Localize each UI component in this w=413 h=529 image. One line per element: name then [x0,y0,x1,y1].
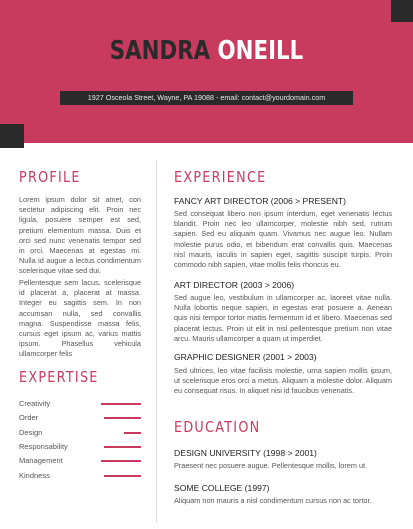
education-title: SOME COLLEGE (1997) [174,483,270,493]
experience-heading: EXPERIENCE [174,168,267,186]
expertise-heading: EXPERTISE [19,368,99,386]
skill-level-bar [104,446,142,448]
skill-label: Creativity [19,399,51,408]
education-description: Praesent nec posuere augue. Pellentesque mollis, lorem ut. [174,461,368,470]
first-name: SANDRA [109,36,211,66]
profile-paragraph-2: Pellentesque sem lacus, scelerisque id placerat a, placerat at massa. Integer eu sagittis sem. In non accumsan nulla, sed convallis magna. Suspendisse massa felis, cursus eget ipsum ac, varius mattis ipsum. Phasellus vehicula ullamcorper felis [19,278,141,359]
profile-paragraph-1: Lorem ipsum dolor sit amet, con sectetur adipiscing elit. Proin nec ligula, posuere semper est sed, pretium elementum massa. Duis et orci sed nunc venenatis tempor sed in orci. Maecenas at egestas mi. Nulla id augue a lectus condimentum scelerisque vitae sed dui. [19,195,141,276]
contact-bar: 1927 Osceola Street, Wayne, PA 19088 - email: contact@yourdomain.com [60,91,353,105]
education-heading: EDUCATION [174,418,261,436]
skill-label: Order [19,413,39,423]
job-title: GRAPHIC DESIGNER (2001 > 2003) [174,352,317,362]
skill-row [19,426,141,439]
last-name: ONEILL [217,36,304,66]
skill-label: Responsability [19,441,68,451]
full-name [37,36,376,66]
skill-row [19,469,141,482]
job-description: Sed augue leo, vestibulum in ullamcorper ac, laoreet vitae nulla. Nulla lobortis neque sapien, in egestas erat posuere a. Aenean quis nisi tempor tortor mattis fermentum id et libero. Maecenas sed placerat lectus. Proin ut elit in nisl pellentesque pretium non vitae arcu. Mauris ullamcorper a quam ut imperdiet. [174,293,392,343]
skill-level-bar [101,460,141,462]
skill-level-bar [124,432,142,434]
education-description: Aliquam non mauris a nisl condimentum cursus non ac tortor. [174,496,372,505]
skill-row [19,411,141,424]
skill-row [19,454,141,467]
corner-decoration-top-right [391,0,413,22]
skill-label: Management [19,456,63,466]
skill-level-bar [101,403,141,405]
profile-heading: PROFILE [19,168,81,186]
skill-label: Kindness [19,470,50,480]
skill-row [19,440,141,453]
skill-label: Design [19,427,43,437]
skill-level-bar [104,475,142,477]
job-title: FANCY ART DIRECTOR (2006 > PRESENT) [174,196,347,206]
education-title: DESIGN UNIVERSITY (1998 > 2001) [174,448,317,458]
job-title: ART DIRECTOR (2003 > 2006) [174,280,295,290]
skill-row [19,397,141,410]
column-divider [156,160,157,522]
job-description: Sed consequat libero non ipsum interdum, eget venenatis lectus blandit. Proin nec leo ullamcorper, molestie nibh sed, rutrum sapien. Sed eu aliquam quam. Vivamus nec augue leo. Nullam molestie purus odio, et bibendum erat convallis quis. Maecenas nisl mauris, iaculis in sapien eget, sagittis suscipit turpis. Proin commodo nibh sapien, vitae mollis felis rhoncus eu. [174,209,392,270]
skill-level-bar [104,417,142,419]
job-description: Sed ultrices, leo vitae facilisis molestie, urna sapien mollis ipsum, ut scelerisque eros orci a metus. Aliquam a molestie dolor. Aliquam eu consequat risus. In aliquet nisi id faucibus venenatis. [174,366,392,396]
header-banner [0,0,413,143]
corner-decoration-bottom-left [0,124,24,148]
